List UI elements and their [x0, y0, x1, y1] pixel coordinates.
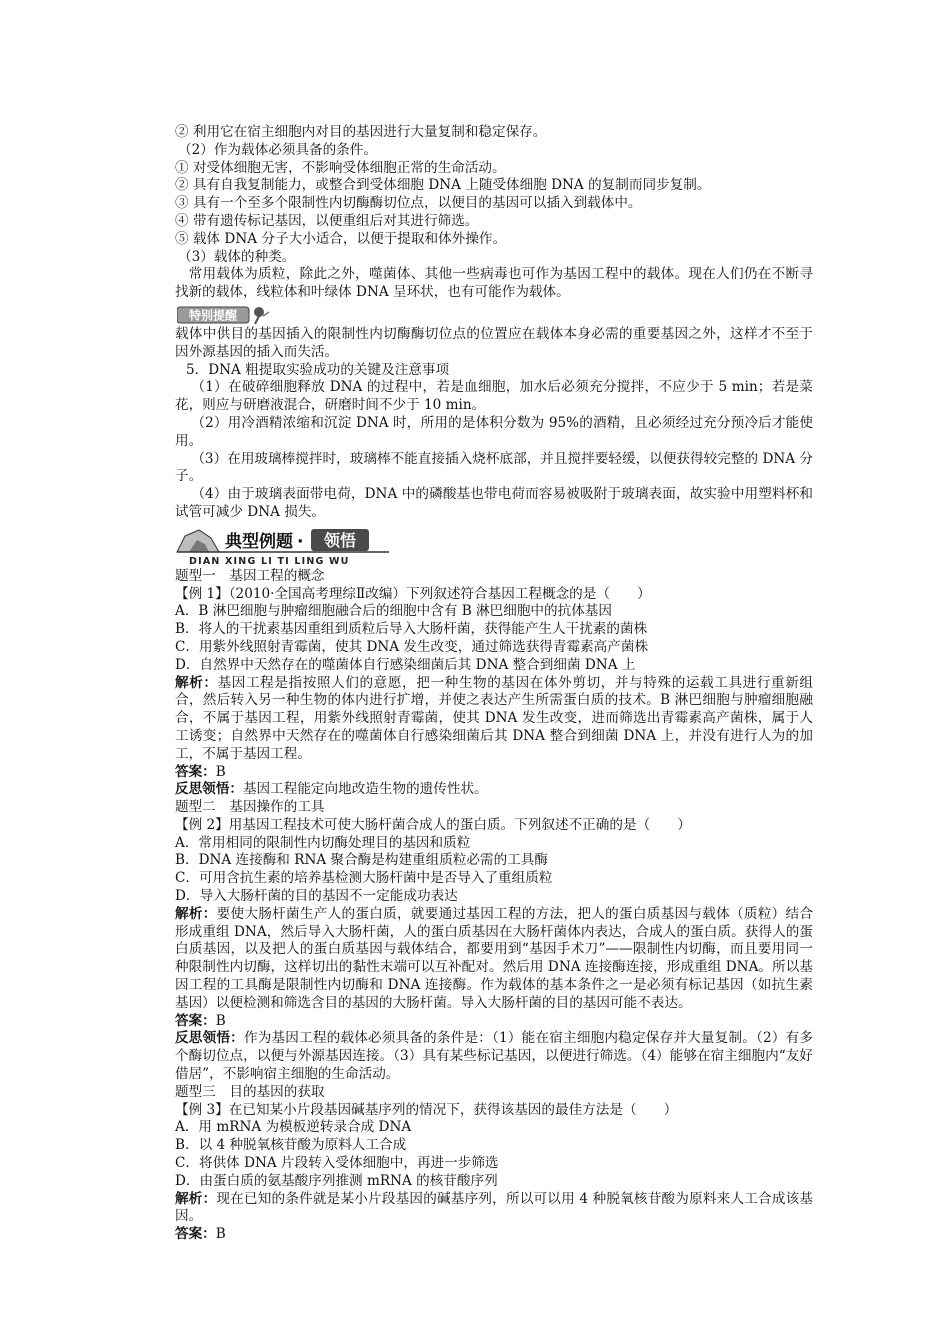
example-1-question: 【例 1】（2010·全国高考理综Ⅱ改编）下列叙述符合基因工程概念的是（ ）	[175, 585, 651, 602]
text-line: （2）作为载体必须具备的条件。	[178, 141, 377, 158]
option: A．B 淋巴细胞与肿瘤细胞融合后的细胞中含有 B 淋巴细胞中的抗体基因	[175, 603, 612, 620]
example-1-answer	[175, 764, 813, 782]
question-type-2: 题型二 基因操作的工具	[175, 799, 325, 816]
example-1-analysis	[175, 675, 813, 764]
option: D．自然界中天然存在的噬菌体自行感染细菌后其 DNA 整合到细菌 DNA 上	[175, 656, 636, 673]
paragraph-5-1: （1）在破碎细胞释放 DNA 的过程中，若是血细胞，加水后必须充分搅拌，不应少于 5 min；若是菜花，则应与研磨液混合，研磨时间不少于 10 min。	[175, 379, 813, 414]
example-3-analysis	[175, 1191, 813, 1227]
example-1-reflection	[175, 781, 813, 799]
banner-graphic	[175, 524, 395, 554]
option: A．用 mRNA 为模板逆转录合成 DNA	[175, 1119, 412, 1136]
reflection-label: 反思领悟：	[175, 1030, 244, 1047]
analysis-label: 解析：	[175, 1190, 217, 1207]
example-2-analysis	[175, 906, 813, 1013]
typical-examples-banner	[175, 524, 813, 568]
option: C．将供体 DNA 片段转入受体细胞中，再进一步筛选	[175, 1155, 499, 1172]
document-page	[175, 124, 813, 1244]
option: C．用紫外线照射青霉菌，使其 DNA 发生改变，通过筛选获得青霉素高产菌株	[175, 638, 649, 655]
option: B．以 4 种脱氧核苷酸为原料人工合成	[175, 1137, 407, 1154]
answer-label: 答案：	[175, 763, 216, 780]
banner-title-left: 典型例题	[225, 531, 293, 552]
answer-value: B	[215, 763, 226, 780]
answer-value: B	[215, 1226, 226, 1243]
option: D．导入大肠杆菌的目的基因不一定能成功表达	[175, 888, 458, 905]
answer-label: 答案：	[175, 1012, 216, 1029]
special-tip-banner	[177, 304, 277, 326]
example-2-question: 【例 2】用基因工程技术可使大肠杆菌合成人的蛋白质。下列叙述不正确的是（ ）	[175, 816, 691, 833]
example-2-answer	[175, 1013, 813, 1031]
paragraph-5-3: （3）在用玻璃棒搅拌时，玻璃棒不能直接插入烧杯底部，并且搅拌要轻缓，以便获得较完整的 DNA 分子。	[175, 450, 813, 485]
question-type-1: 题型一 基因工程的概念	[175, 567, 325, 584]
reflection-label: 反思领悟：	[175, 781, 243, 798]
banner-dot: ·	[297, 531, 304, 552]
analysis-text: 基因工程是指按照人们的意愿，把一种生物的基因在体外剪切，并与特殊的运载工具进行重新组合，然后转入另一种生物的体内进行扩增，并使之表达产生所需蛋白质的技术。B 淋巴细胞与肿瘤细胞融合，不属于基因工程，用紫外线照射青霉菌，使其 DNA 发生改变，进而筛选出青霉素高产菌株，属于人工诱变；自然界中天然存在的噬菌体自行感染细菌后其 DNA 整合到细菌 DNA 上，并没有进行人为的加工，不属于基因工程。	[175, 674, 814, 762]
paragraph-carrier-types: 常用载体为质粒，除此之外，噬菌体、其他一些病毒也可作为基因工程中的载体。现在人们仍在不断寻找新的载体，线粒体和叶绿体 DNA 呈环状，也有可能作为载体。	[175, 266, 813, 301]
text-line: ① 对受体细胞无害，不影响受体细胞正常的生命活动。	[175, 159, 506, 176]
option: B．DNA 连接酶和 RNA 聚合酶是构建重组质粒必需的工具酶	[175, 852, 548, 869]
analysis-text: 现在已知的条件就是某小片段基因的碱基序列，所以可以用 4 种脱氧核苷酸为原料来人工合成该基因。	[175, 1190, 813, 1225]
analysis-text: 要使大肠杆菌生产人的蛋白质，就要通过基因工程的方法，把人的蛋白质基因与载体（质粒）结合形成重组 DNA，然后导入大肠杆菌，人的蛋白质基因在大肠杆菌体内表达，合成人的蛋白质。获得人的蛋白质基因，以及把人的蛋白质基因与载体结合，都要用到“基因手术刀”——限制性内切酶，而且要用同一种限制性内切酶，这样切出的黏性末端可以互补配对。然后用 DNA 连接酶连接，形成重组 DNA。所以基因工程的工具酶是限制性内切酶和 DNA 连接酶。作为载体的基本条件之一是必须有标记基因（如抗生素基因）以便检测和筛选含目的基因的大肠杆菌。导入大肠杆菌的目的基因可能不表达。	[175, 905, 814, 1011]
reflection-text: 作为基因工程的载体必须具备的条件是：（1）能在宿主细胞内稳定保存并大量复制。（2）有多个酶切位点，以便与外源基因连接。（3）具有某些标记基因，以便进行筛选。（4）能够在宿主细胞内“友好借居”，不影响宿主细胞的生命活动。	[175, 1030, 814, 1083]
reflection-text: 基因工程能定向地改造生物的遗传性状。	[242, 781, 488, 798]
paragraph-5-4: （4）由于玻璃表面带电荷，DNA 中的磷酸基也带电荷而容易被吸附于玻璃表面，故实验中用塑料杯和试管可减少 DNA 损失。	[175, 486, 813, 520]
paragraph-tip: 载体中供目的基因插入的限制性内切酶酶切位点的位置应在载体本身必需的重要基因之外，这样才不至于因外源基因的插入而失活。	[175, 325, 813, 360]
text-line: ⑤ 载体 DNA 分子大小适合，以便于提取和体外操作。	[175, 230, 507, 247]
banner-pinyin: DIAN XING LI TI LING WU	[189, 555, 350, 567]
option: D．由蛋白质的氨基酸序列推测 mRNA 的核苷酸序列	[175, 1172, 498, 1189]
example-3-answer	[175, 1226, 813, 1244]
section-heading-5: 5．DNA 粗提取实验成功的关键及注意事项	[186, 361, 450, 378]
text-line: ② 利用它在宿主细胞内对目的基因进行大量复制和稳定保存。	[175, 124, 547, 140]
option: A．常用相同的限制性内切酶处理目的基因和质粒	[175, 834, 471, 851]
analysis-label: 解析：	[175, 674, 218, 691]
text-line: ④ 带有遗传标记基因，以便重组后对其进行筛选。	[175, 212, 479, 229]
banner-title-right: 领悟	[323, 530, 357, 550]
text-line: （3）载体的种类。	[178, 248, 296, 265]
pin-icon	[254, 307, 269, 324]
tip-banner-label: 特别提醒	[188, 308, 238, 323]
answer-value: B	[215, 1012, 226, 1029]
example-2-reflection	[175, 1030, 813, 1083]
question-type-3: 题型三 目的基因的获取	[175, 1083, 325, 1100]
analysis-label: 解析：	[175, 905, 217, 922]
option: B．将人的干扰素基因重组到质粒后导入大肠杆菌，获得能产生人干扰素的菌株	[175, 621, 648, 638]
answer-label: 答案：	[175, 1226, 216, 1243]
text-line: ② 具有自我复制能力，或整合到受体细胞 DNA 上随受体细胞 DNA 的复制而同步复制。	[175, 177, 711, 194]
option: C．可用含抗生素的培养基检测大肠杆菌中是否导入了重组质粒	[175, 870, 553, 887]
paragraph-5-2: （2）用冷酒精浓缩和沉淀 DNA 时，所用的是体积分数为 95%的酒精，且必须经过充分预冷后才能使用。	[175, 414, 813, 449]
example-3-question: 【例 3】在已知某小片段基因碱基序列的情况下，获得该基因的最佳方法是（ ）	[175, 1101, 678, 1118]
text-line: ③ 具有一个至多个限制性内切酶酶切位点，以便目的基因可以插入到载体中。	[175, 195, 642, 212]
